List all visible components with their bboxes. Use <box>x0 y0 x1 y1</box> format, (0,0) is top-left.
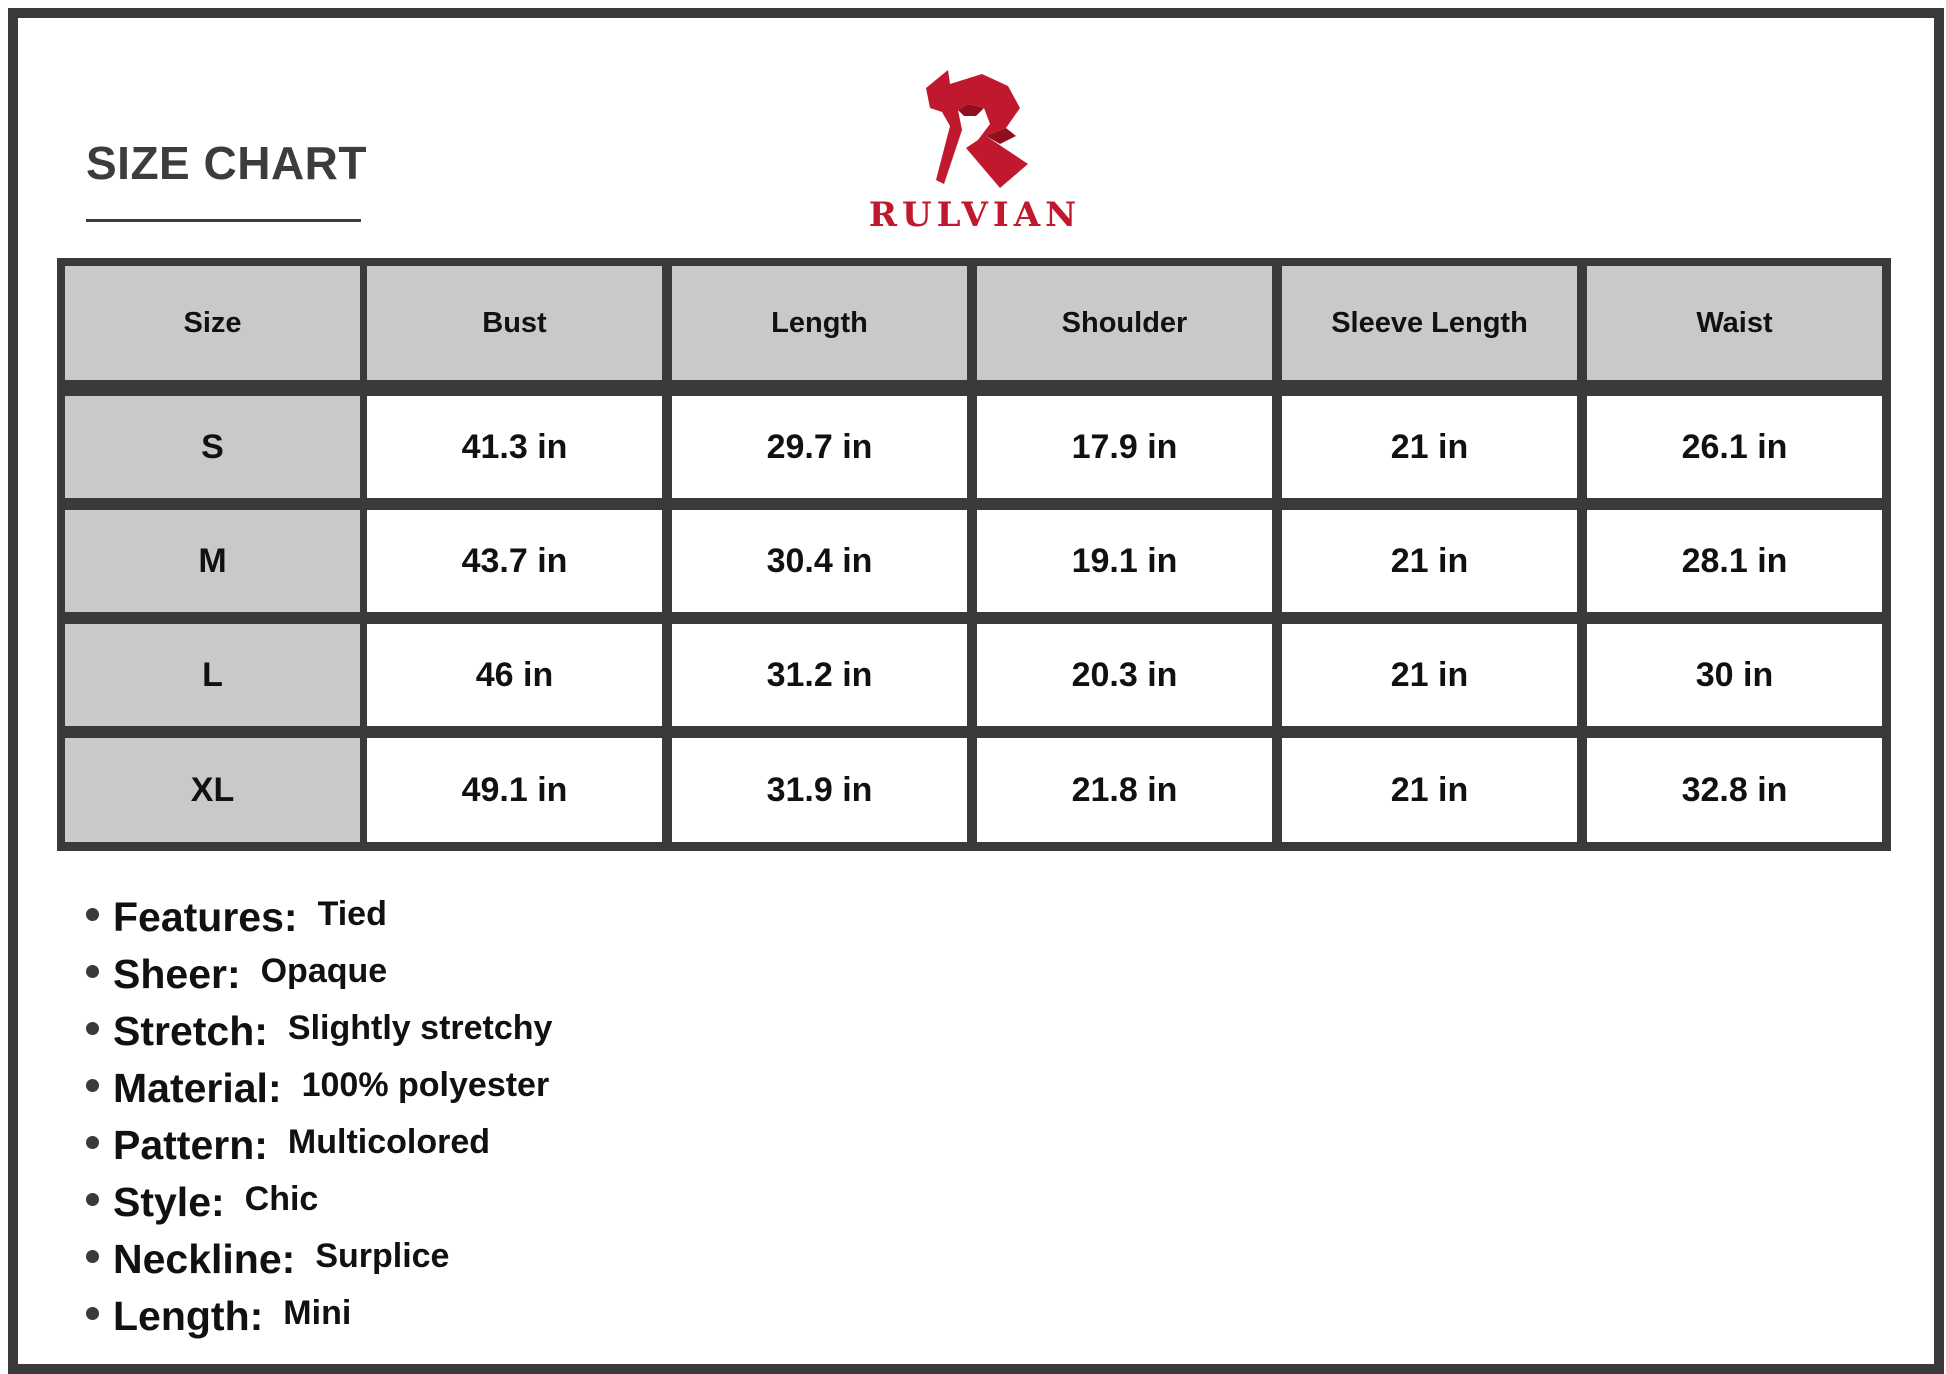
table-cell: 30.4 in <box>672 510 967 612</box>
table-header-cell: Bust <box>367 266 662 380</box>
table-header-cell: Waist <box>1587 266 1882 380</box>
spec-value: Multicolored <box>287 1123 491 1161</box>
spec-item <box>86 1179 318 1229</box>
table-cell: 21 in <box>1282 738 1577 842</box>
table-header-cell: Sleeve Length <box>1282 266 1577 380</box>
table-cell: 28.1 in <box>1587 510 1882 612</box>
table-cell: 26.1 in <box>1587 396 1882 498</box>
spec-label: Sheer: <box>113 951 241 997</box>
table-cell: 41.3 in <box>367 396 662 498</box>
size-label-cell: XL <box>65 738 360 842</box>
bullet-icon <box>86 1136 99 1149</box>
size-table <box>57 258 1891 851</box>
spec-label: Style: <box>113 1179 225 1225</box>
bullet-icon <box>86 908 99 921</box>
spec-item <box>86 1065 549 1115</box>
table-cell: 21 in <box>1282 624 1577 726</box>
spec-label: Length: <box>113 1293 264 1339</box>
bullet-icon <box>86 1193 99 1206</box>
size-label-cell: M <box>65 510 360 612</box>
table-cell: 49.1 in <box>367 738 662 842</box>
bullet-icon <box>86 965 99 978</box>
bullet-icon <box>86 1079 99 1092</box>
table-cell: 21 in <box>1282 396 1577 498</box>
title-underline <box>86 219 361 222</box>
spec-value: Opaque <box>260 952 388 990</box>
spec-item <box>86 894 387 944</box>
bullet-icon <box>86 1022 99 1035</box>
table-header-cell: Size <box>65 266 360 380</box>
spec-value: Tied <box>317 895 387 933</box>
r-monogram-icon <box>920 64 1032 192</box>
table-cell: 46 in <box>367 624 662 726</box>
spec-item <box>86 1293 351 1343</box>
table-header-cell: Shoulder <box>977 266 1272 380</box>
table-cell: 20.3 in <box>977 624 1272 726</box>
brand-logo <box>860 58 1090 238</box>
spec-item <box>86 1122 490 1172</box>
spec-value: Surplice <box>315 1237 450 1275</box>
bullet-icon <box>86 1250 99 1263</box>
spec-value: Slightly stretchy <box>287 1009 553 1047</box>
spec-item <box>86 1008 552 1058</box>
table-cell: 19.1 in <box>977 510 1272 612</box>
spec-label: Pattern: <box>113 1122 268 1168</box>
spec-value: Chic <box>244 1180 319 1218</box>
spec-item <box>86 951 387 1001</box>
spec-value: 100% polyester <box>301 1066 550 1104</box>
size-label-cell: S <box>65 396 360 498</box>
spec-label: Stretch: <box>113 1008 268 1054</box>
table-cell: 31.9 in <box>672 738 967 842</box>
table-cell: 21 in <box>1282 510 1577 612</box>
size-label-cell: L <box>65 624 360 726</box>
brand-name: RULVIAN <box>868 195 1082 235</box>
table-cell: 32.8 in <box>1587 738 1882 842</box>
table-cell: 29.7 in <box>672 396 967 498</box>
spec-label: Material: <box>113 1065 282 1111</box>
spec-label: Neckline: <box>113 1236 296 1282</box>
table-cell: 17.9 in <box>977 396 1272 498</box>
bullet-icon <box>86 1307 99 1320</box>
table-cell: 31.2 in <box>672 624 967 726</box>
table-cell: 21.8 in <box>977 738 1272 842</box>
table-cell: 30 in <box>1587 624 1882 726</box>
spec-item <box>86 1236 449 1286</box>
page-title: SIZE CHART <box>86 137 367 189</box>
spec-value: Mini <box>283 1294 352 1332</box>
table-header-cell: Length <box>672 266 967 380</box>
spec-label: Features: <box>113 894 298 940</box>
table-cell: 43.7 in <box>367 510 662 612</box>
